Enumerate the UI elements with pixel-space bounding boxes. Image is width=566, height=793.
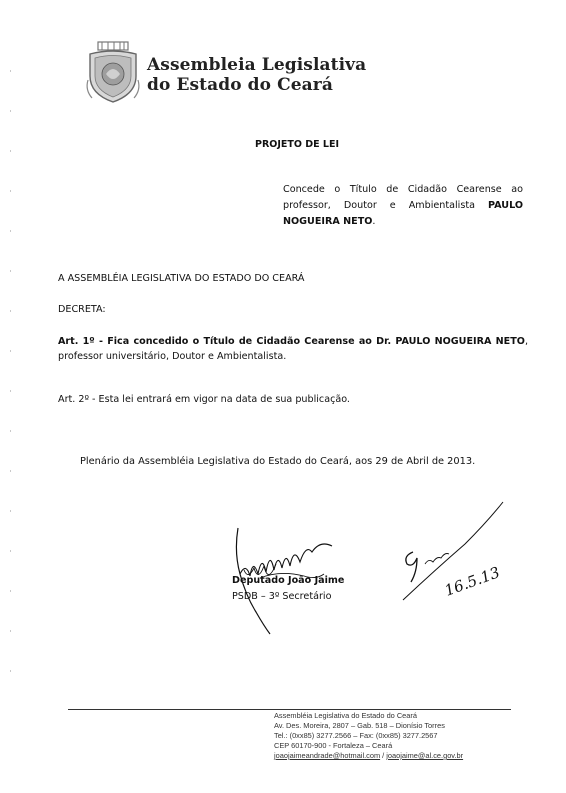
footer-email-separator: / (380, 751, 387, 760)
assembly-heading: A ASSEMBLÉIA LEGISLATIVA DO ESTADO DO CEARÁ (58, 273, 305, 284)
footer-line-phone: Tel.: (0xx85) 3277.2566 – Fax: (0xx85) 3277.2567 (274, 731, 438, 740)
coat-of-arms-icon (84, 40, 142, 104)
plenario-date-line: Plenário da Assembléia Legislativa do Estado do Ceará, aos 29 de Abril de 2013. (80, 456, 476, 467)
signer-name: Deputado João Jaime (232, 575, 345, 586)
handwritten-receipt-mark (395, 500, 515, 610)
footer-email-2[interactable]: joaojaime@al.ce.gov.br (386, 751, 464, 760)
article-1-rest: , professor universitário, Doutor e Ambientalista. (58, 336, 528, 362)
document-title: PROJETO DE LEI (255, 139, 340, 150)
article-2: Art. 2º - Esta lei entrará em vigor na data de sua publicação. (58, 394, 350, 405)
signer-role: PSDB – 3º Secretário (232, 591, 332, 602)
ementa-text: Concede o Título de Cidadão Cearense ao professor, Doutor e Ambientalista (283, 184, 523, 211)
footer-line-emails (274, 751, 463, 761)
org-name-line1: Assembleia Legislativa (147, 55, 367, 75)
stamp-date: 16.5.13 (442, 563, 503, 600)
footer-email-1[interactable]: joaojaimeandrade@hotmail.com (274, 751, 381, 760)
org-name-line2: do Estado do Ceará (147, 75, 333, 95)
footer-line-cep: CEP 60170-900 - Fortaleza – Ceará (274, 741, 393, 750)
footer-line-org: Assembléia Legislativa do Estado do Ceará (274, 711, 417, 720)
ementa-name: PAULO NOGUEIRA NETO (283, 200, 523, 227)
scan-margin-marks (10, 70, 11, 690)
footer-divider (68, 709, 511, 710)
footer-line-address: Av. Des. Moreira, 2807 – Gab. 518 – Dionísio Torres (274, 721, 445, 730)
decreta-label: DECRETA: (58, 304, 106, 315)
article-1 (58, 334, 528, 364)
ementa (283, 182, 523, 230)
footer-address (274, 711, 463, 761)
ementa-end: . (372, 216, 376, 227)
article-1-bold: Art. 1º - Fica concedido o Título de Cidadão Cearense ao Dr. PAULO NOGUEIRA NETO (58, 336, 525, 347)
